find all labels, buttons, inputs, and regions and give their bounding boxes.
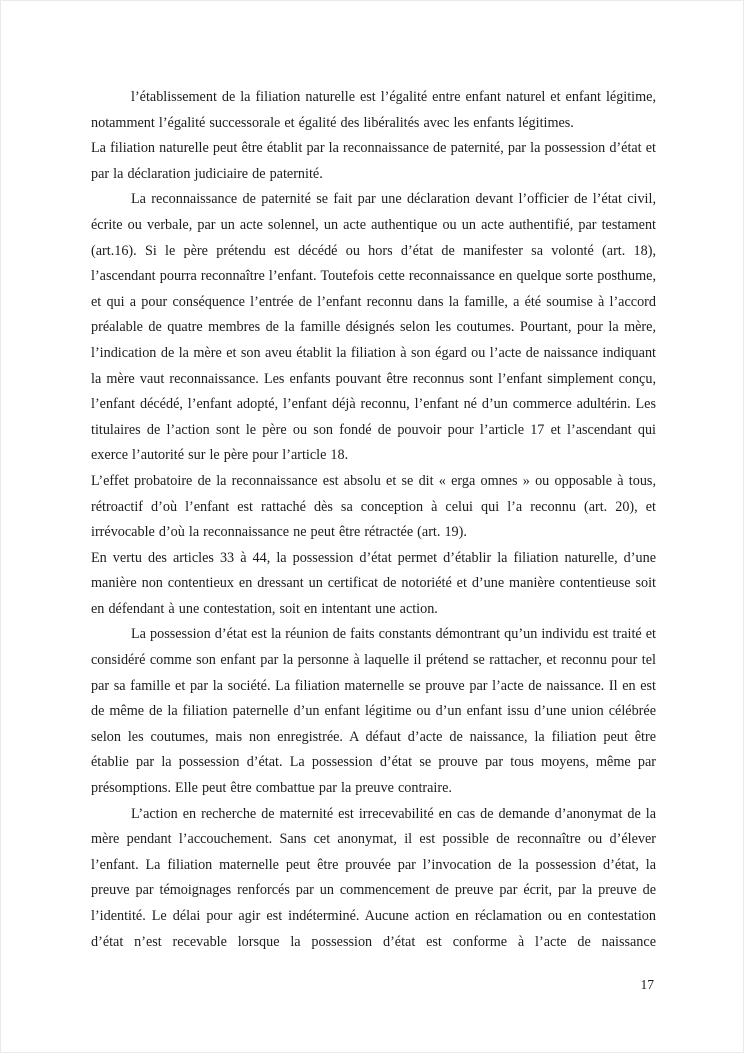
body-text-block <box>91 85 656 955</box>
text-paragraph: L’effet probatoire de la reconnaissance est absolu et se dit « erga omnes » ou opposable à tous, rétroactif d’où l’enfant est rattaché dès sa conception à celui qui l’a reconnu (art. 20), et irrévocable d’où la reconnaissance ne peut être rétractée (art. 19). <box>91 472 656 541</box>
text-paragraph: L’action en recherche de maternité est irrecevabilité en cas de demande d’anonymat de la mère pendant l’accouchement. Sans cet anonymat, il est possible de reconnaître ou d’élever l’enfant. La filiation maternelle peut être prouvée par l’invocation de la possession d’état, la preuve par témoignages renforcés par un commencement de preuve par écrit, par la preuve de l’identité. Le délai pour agir est indéterminé. Aucune action en réclamation ou en contestation d’état n’est recevable lorsque la possession d’état est conforme à l’acte de naissance <box>91 805 656 950</box>
text-paragraph: l’établissement de la filiation naturelle est l’égalité entre enfant naturel et enfant légitime, notamment l’égalité successorale et égalité des libéralités avec les enfants légitimes. <box>91 89 656 131</box>
text-paragraph: En vertu des articles 33 à 44, la possession d’état permet d’établir la filiation naturelle, d’une manière non contentieux en dressant un certificat de notoriété et d’une manière contentieuse soit en défendant à une contestation, soit en intentant une action. <box>91 549 656 617</box>
text-paragraph: La reconnaissance de paternité se fait par une déclaration devant l’officier de l’état civil, écrite ou verbale, par un acte solennel, un acte authentique ou un acte authentifié, par testament (art.16). Si le père prétendu est décédé ou hors d’état de manifester sa volonté (art. 18), l’ascendant pourra reconnaître l’enfant. Toutefois cette reconnaissance en quelque sorte posthume, et qui a pour conséquence l’entrée de l’enfant reconnu dans la famille, a été soumise à l’accord préalable de quatre membres de la famille désignés selon les coutumes. Pourtant, pour la mère, l’indication de la mère et son aveu établit la filiation à son égard ou l’acte de naissance indiquant la mère vaut reconnaissance. Les enfants pouvant être reconnus sont l’enfant simplement conçu, l’enfant décédé, l’enfant adopté, l’enfant déjà reconnu, l’enfant né d’un commerce adultérin. Les titulaires de l’action sont le père ou son fondé de pouvoir pour l’article 17 et l’ascendant qui exerce l’autorité sur le père pour l’article 18. <box>91 191 656 464</box>
text-paragraph: La possession d’état est la réunion de faits constants démontrant qu’un individu est traité et considéré comme son enfant par la personne à laquelle il prétend se rattacher, et reconnu pour tel par sa famille et par la société. La filiation maternelle se prouve par l’acte de naissance. Il en est de même de la filiation paternelle d’un enfant légitime ou d’un enfant issu d’une union célébrée selon les coutumes, mais non enregistrée. A défaut d’acte de naissance, la filiation peut être établie par la possession d’état. La possession d’état se prouve par tous moyens, même par présomptions. Elle peut être combattue par la preuve contraire. <box>91 626 656 797</box>
page-number: 17 <box>640 977 654 992</box>
text-paragraph: La filiation naturelle peut être établit par la reconnaissance de paternité, par la possession d’état et par la déclaration judiciaire de paternité. <box>91 140 656 182</box>
